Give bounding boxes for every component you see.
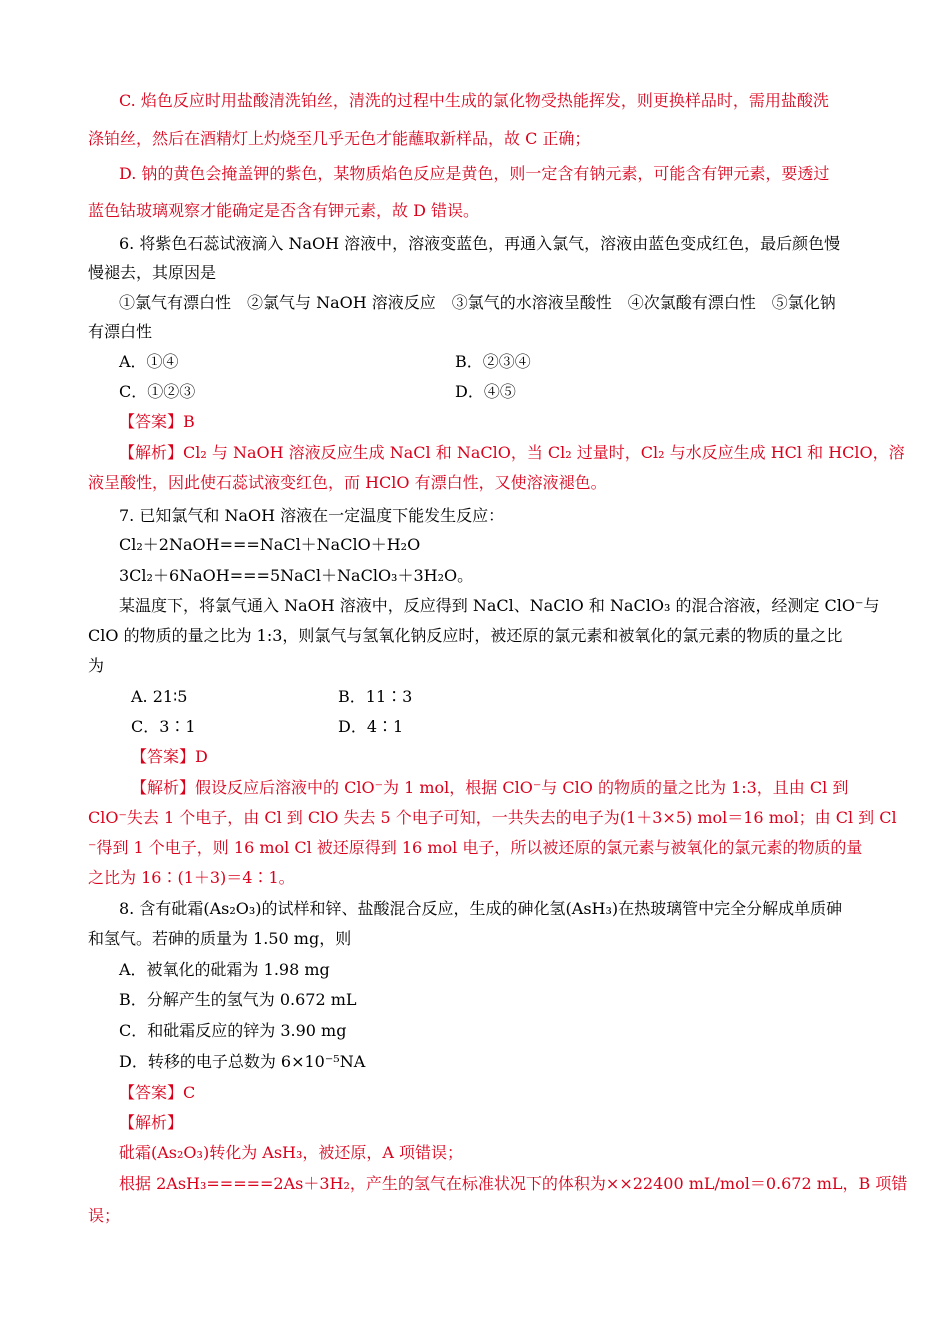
q8-analysis-line-1: 砒霜(As₂O₃)转化为 AsH₃，被还原，A 项错误； [119, 1143, 464, 1162]
q8-answer [119, 1082, 195, 1104]
q8-answer-label: 【答案】 [119, 1083, 184, 1102]
q7-stem: 7. 已知氯气和 NaOH 溶液在一定温度下能发生反应： [119, 506, 505, 525]
q7-body-line-3: 为 [88, 656, 105, 675]
q7-analysis-line-3: ⁻得到 1 个电子，则 16 mol Cl 被还原得到 16 mol 电子，所以被还原的氯元素与被氧化的氯元素的物质的量 [88, 838, 863, 857]
q7-equation-2: 3Cl₂＋6NaOH===5NaCl＋NaClO₃＋3H₂O。 [119, 566, 474, 585]
q7-option-b: B．11∶3 [338, 687, 413, 706]
q8-stem-line-1: 8. 含有砒霜(As₂O₃)的试样和锌、盐酸混合反应，生成的砷化氢(AsH₃)在热玻璃管中完全分解成单质砷 [119, 899, 843, 918]
q7-answer-value: D [195, 747, 208, 766]
q6-analysis-label: 【解析】 [119, 443, 184, 462]
q6-analysis-line-2: 液呈酸性，因此使石蕊试液变红色，而 HClO 有漂白性，又使溶液褪色。 [88, 473, 607, 492]
q8-option-c: C．和砒霜反应的锌为 3.90 mg [119, 1021, 347, 1040]
q7-answer [131, 746, 208, 768]
q8-option-d: D．转移的电子总数为 6×10⁻⁵NA [119, 1052, 366, 1071]
q6-stem-line-1: 6. 将紫色石蕊试液滴入 NaOH 溶液中，溶液变蓝色，再通入氯气，溶液由蓝色变成红色，最后颜色慢 [119, 234, 841, 253]
q6-analysis-line-1 [119, 442, 905, 464]
q7-option-a: A. 21∶5 [131, 687, 188, 706]
q6-stem-line-2: 慢褪去，其原因是 [88, 263, 217, 282]
q6-option-d: D．④⑤ [455, 382, 516, 401]
q8-answer-value: C [183, 1083, 196, 1102]
q6-option-b: B．②③④ [455, 352, 531, 371]
q7-option-c: C．3∶1 [131, 717, 196, 736]
q7-equation-1: Cl₂＋2NaOH===NaCl＋NaClO＋H₂O [119, 535, 421, 554]
q6-statements-line-1: ①氯气有漂白性 ②氯气与 NaOH 溶液反应 ③氯气的水溶液呈酸性 ④次氯酸有漂白性 ⑤氯化钠 [119, 293, 836, 312]
q6-statements-line-2: 有漂白性 [88, 322, 153, 341]
q6-option-a: A．①④ [119, 352, 179, 371]
q8-stem-line-2: 和氢气。若砷的质量为 1.50 mg，则 [88, 929, 352, 948]
q7-analysis-text-1: 假设反应后溶液中的 ClO⁻为 1 mol，根据 ClO⁻与 ClO 的物质的量之比为 1:3，且由 Cl 到 [195, 778, 849, 797]
q8-option-b: B．分解产生的氢气为 0.672 mL [119, 990, 357, 1009]
q7-analysis-line-1 [131, 777, 848, 799]
q7-analysis-line-2: ClO⁻失去 1 个电子，由 Cl 到 ClO 失去 5 个电子可知，一共失去的电子为(1＋3×5) mol＝16 mol；由 Cl 到 Cl [88, 808, 897, 827]
q7-body-line-2: ClO 的物质的量之比为 1:3，则氯气与氢氧化钠反应时，被还原的氯元素和被氧化的氯元素的物质的量之比 [88, 626, 843, 645]
q8-analysis-line-3: 误； [88, 1206, 121, 1225]
q6-answer-label: 【答案】 [119, 412, 184, 431]
q7-answer-label: 【答案】 [131, 747, 196, 766]
q7-option-d: D．4∶1 [338, 717, 404, 736]
q7-body-line-1: 某温度下，将氯气通入 NaOH 溶液中，反应得到 NaCl、NaClO 和 NaClO₃ 的混合溶液，经测定 ClO⁻与 [119, 596, 880, 615]
q8-option-a: A．被氧化的砒霜为 1.98 mg [119, 960, 330, 979]
q7-analysis-label: 【解析】 [131, 778, 196, 797]
q8-analysis-label: 【解析】 [119, 1113, 184, 1132]
d-explanation-line-2: 蓝色钴玻璃观察才能确定是否含有钾元素，故 D 错误。 [88, 201, 480, 220]
q6-answer [119, 411, 195, 433]
q6-option-c: C．①②③ [119, 382, 196, 401]
q6-analysis-text-1: Cl₂ 与 NaOH 溶液反应生成 NaCl 和 NaClO，当 Cl₂ 过量时，Cl₂ 与水反应生成 HCl 和 HClO，溶 [183, 443, 905, 462]
d-explanation-line-1: D. 钠的黄色会掩盖钾的紫色，某物质焰色反应是黄色，则一定含有钠元素，可能含有钾元素，要透过 [119, 164, 830, 183]
q8-analysis-line-2: 根据 2AsH₃=====2As＋3H₂，产生的氢气在标准状况下的体积为××22400 mL/mol＝0.672 mL，B 项错 [119, 1174, 908, 1193]
q7-analysis-line-4: 之比为 16∶(1＋3)＝4∶1。 [88, 868, 295, 887]
c-explanation-line-1: C. 焰色反应时用盐酸清洗铂丝，清洗的过程中生成的氯化物受热能挥发，则更换样品时，需用盐酸洗 [119, 91, 829, 110]
c-explanation-line-2: 涤铂丝，然后在酒精灯上灼烧至几乎无色才能蘸取新样品，故 C 正确； [88, 129, 591, 148]
q6-answer-value: B [183, 412, 195, 431]
